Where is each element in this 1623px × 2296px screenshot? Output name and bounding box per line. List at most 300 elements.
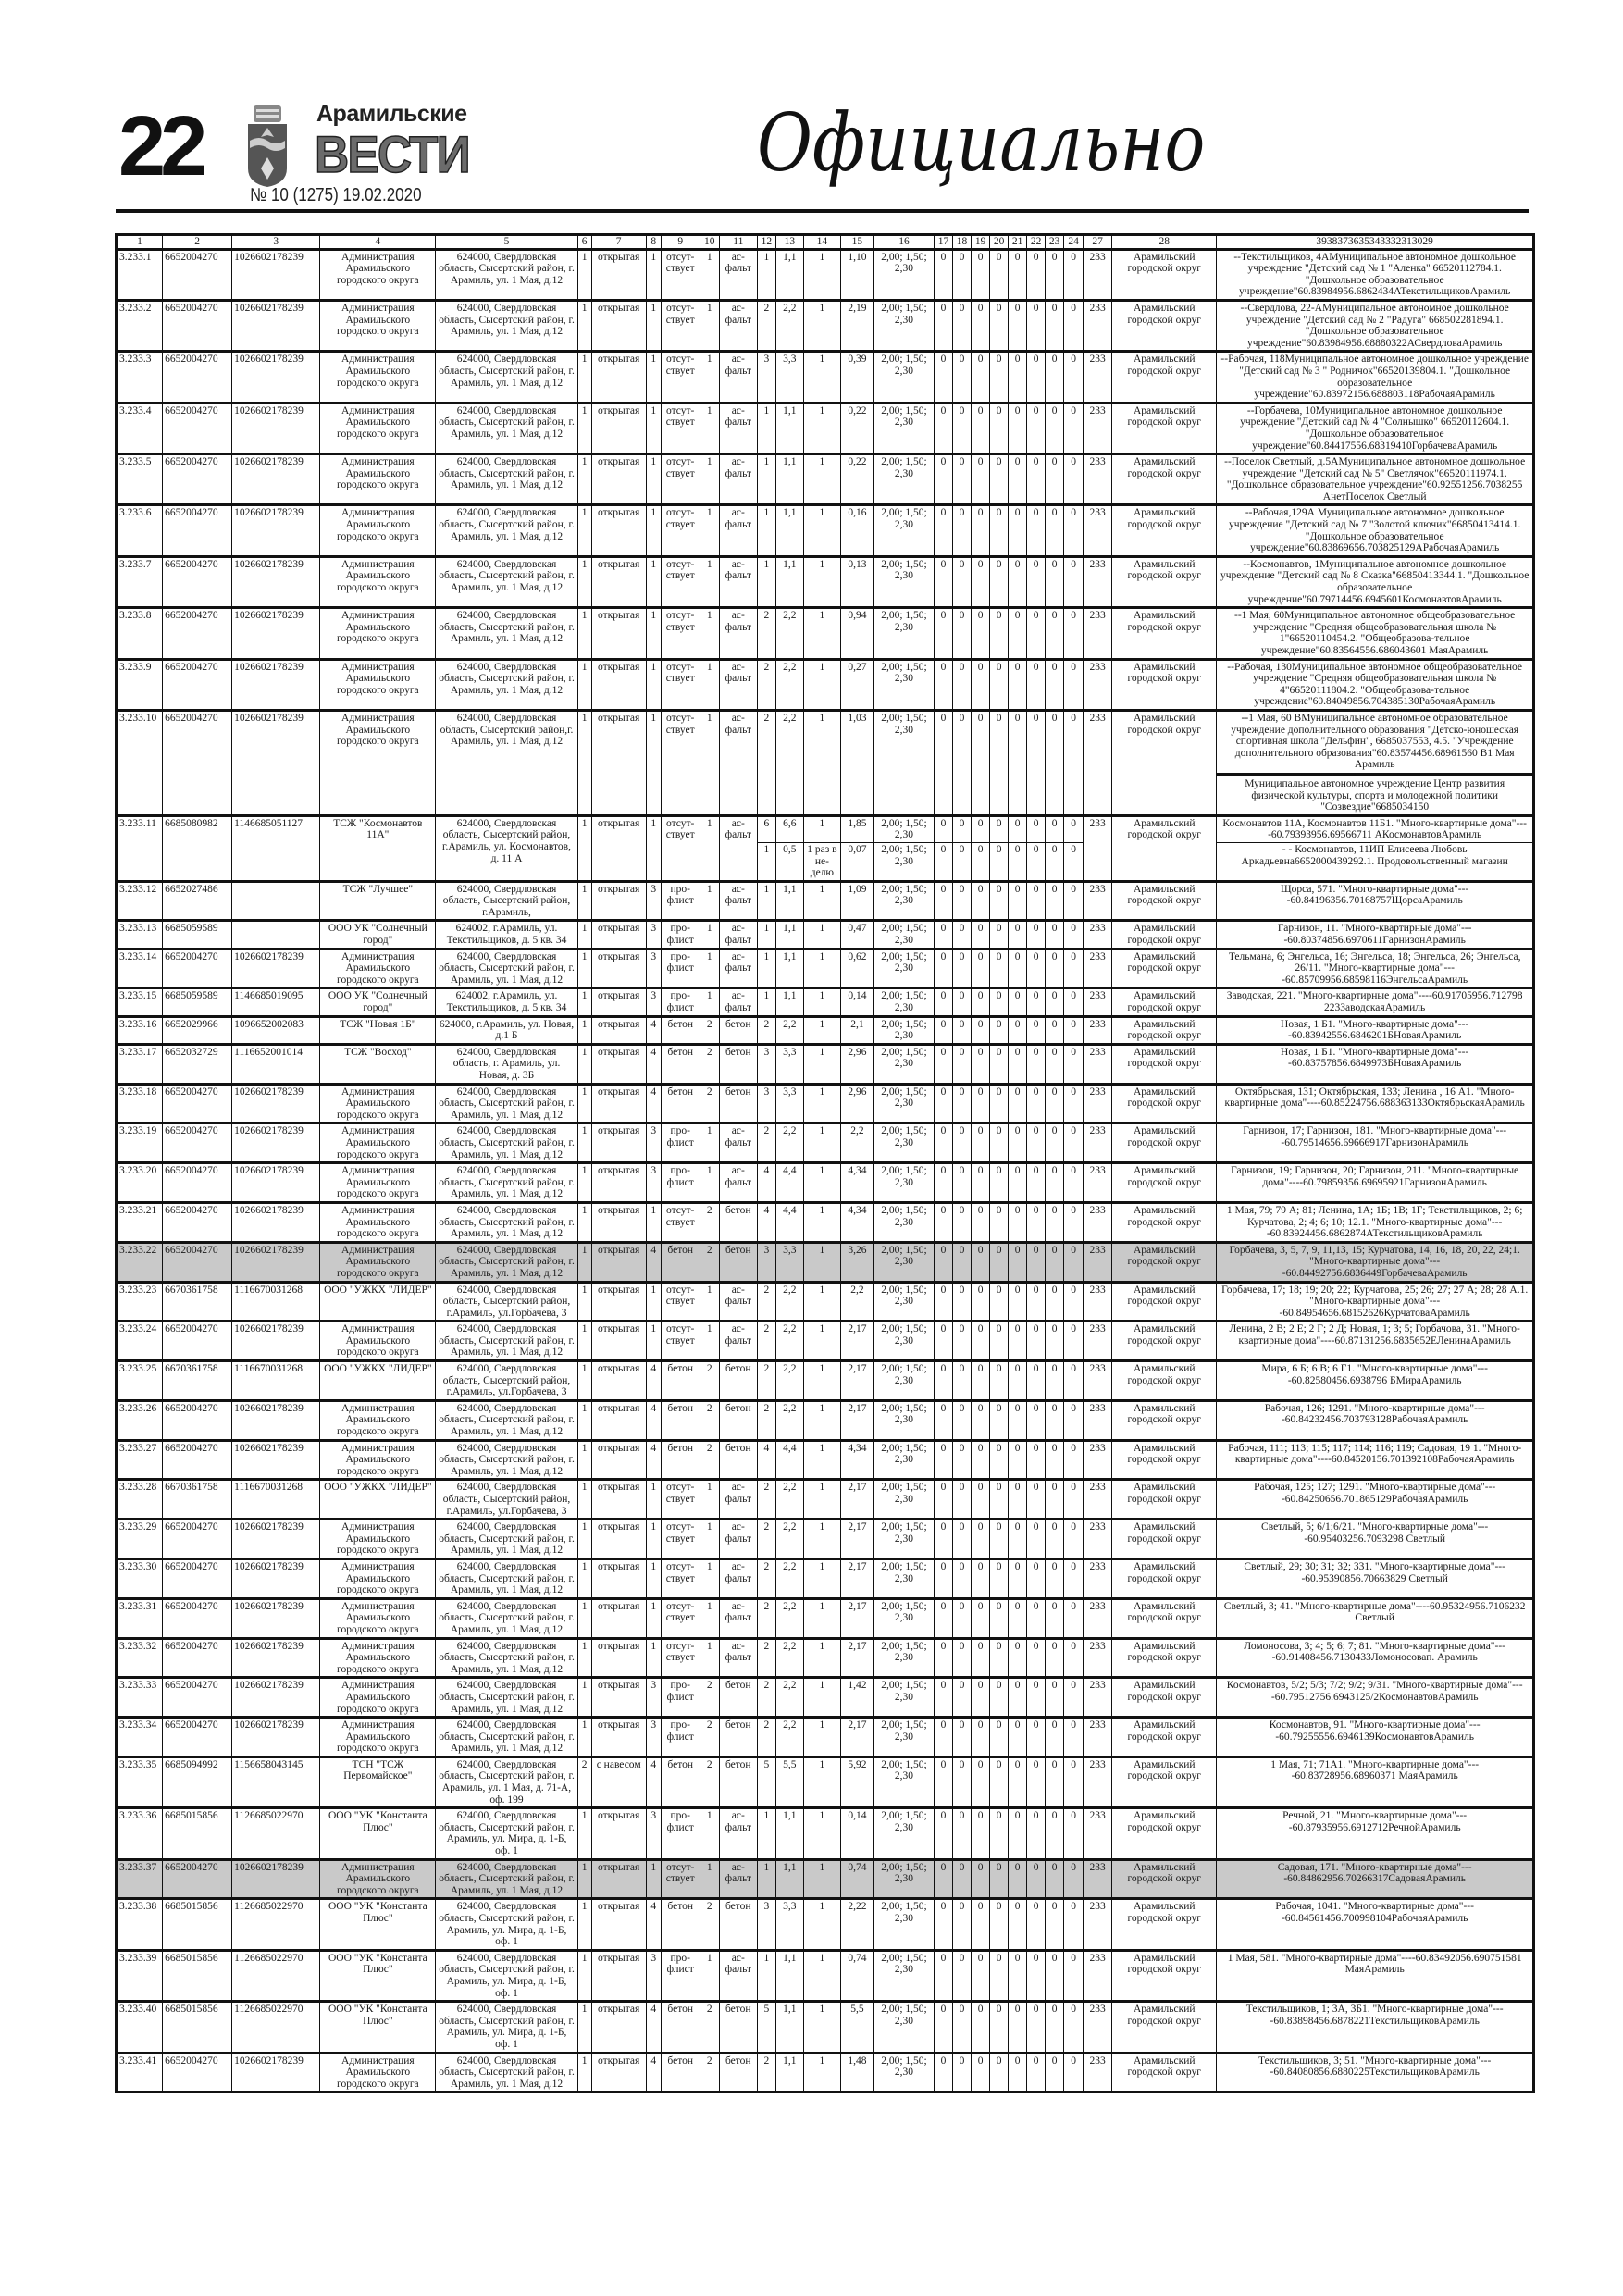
table-cell-col-6: 1 — [577, 1480, 591, 1520]
table-cell-col-13: 2,2 — [775, 1123, 803, 1163]
table-cell-col-7: открытая — [591, 988, 646, 1016]
table-cell-col-9: профлист — [661, 1808, 700, 1859]
table-cell-col-15: 1,85 — [840, 815, 873, 842]
table-row — [117, 1440, 1534, 1480]
table-cell-col-16: 2,00; 1,50; 2,30 — [873, 505, 934, 556]
table-cell-col-18: 0 — [953, 1480, 972, 1520]
table-cell-col-2: 6652032729 — [163, 1044, 232, 1084]
table-cell-col-16: 2,00; 1,50; 2,30 — [873, 988, 934, 1016]
description-text: Светлый, 3; 41. "Много-квартирные дома"----60.95324956.7106232 Светлый — [1223, 1600, 1526, 1624]
table-cell-col-20: 0 — [990, 454, 1009, 505]
table-cell-col-24: 0 — [1064, 1322, 1084, 1361]
table-cell-col-28: Арамильский городской округ — [1112, 949, 1217, 988]
table-cell-col-4: ООО УК "Солнечный город" — [320, 988, 436, 1016]
table-row — [117, 1123, 1534, 1163]
table-cell-col-23: 0 — [1046, 1899, 1064, 1950]
table-cell-col-6: 1 — [577, 1016, 591, 1044]
description-text: Щорса, 571. "Много-квартирные дома"----60.84196356.70168757ЩорсаАрамиль — [1281, 883, 1469, 907]
table-cell-col-18: 0 — [953, 1044, 972, 1084]
table-cell-col-6: 1 — [577, 921, 591, 949]
table-cell-col-24: 0 — [1064, 249, 1084, 300]
table-cell-col-1: 3.233.34 — [117, 1718, 163, 1757]
column-header: 4 — [320, 235, 436, 250]
table-cell-col-3: 1026602178239 — [232, 608, 320, 659]
table-cell-col-18: 0 — [953, 1859, 972, 1899]
table-cell-col-7: открытая — [591, 556, 646, 607]
table-row — [117, 1950, 1534, 2001]
column-header: 18 — [953, 235, 972, 250]
table-cell-col-5: 624000, Свердловская область, Сысертский район, г. Арамиль, ул. Мира, д. 1-Б, оф. 1 — [436, 2002, 577, 2053]
table-cell-col-8: 1 — [646, 249, 661, 300]
table-cell-col-3: 1026602178239 — [232, 556, 320, 607]
table-cell-col-23: 0 — [1046, 505, 1064, 556]
table-cell-col-6: 1 — [577, 2002, 591, 2053]
table-cell-col-21: 0 — [1009, 300, 1027, 351]
table-cell-col-8: 1 — [646, 1638, 661, 1678]
table-cell-col-27: 233 — [1084, 1044, 1112, 1084]
object-description — [1217, 1400, 1534, 1440]
table-cell-col-4: Администрация Арамильского городского округа — [320, 949, 436, 988]
table-cell-col-4: ТСЖ "Космонавтов 11А" — [320, 815, 436, 881]
table-cell-col-28: Арамильский городской округ — [1112, 1598, 1217, 1638]
table-cell-col-23: 0 — [1046, 1123, 1064, 1163]
table-cell-col-10: 2 — [700, 1044, 719, 1084]
table-cell-col-12: 2 — [757, 1361, 775, 1401]
table-cell-col-28: Арамильский городской округ — [1112, 1440, 1217, 1480]
table-cell-col-3: 1026602178239 — [232, 454, 320, 505]
table-cell-col-3: 1026602178239 — [232, 1202, 320, 1242]
table-row — [117, 949, 1534, 988]
table-cell-col-22: 0 — [1027, 1400, 1046, 1440]
table-cell-col-28: Арамильский городской округ — [1112, 710, 1217, 815]
table-cell-col-24: 0 — [1064, 1756, 1084, 1807]
table-cell-col-14: 1 — [803, 1598, 840, 1638]
table-cell-col-10: 1 — [700, 1859, 719, 1899]
table-cell-col-22: 0 — [1027, 1558, 1046, 1598]
table-cell-col-22: 0 — [1027, 1282, 1046, 1322]
table-cell-col-14: 1 — [803, 710, 840, 815]
table-cell-col-2: 6652004270 — [163, 556, 232, 607]
table-cell-col-5: 624000, Свердловская область, Сысертский район, г. Арамиль, ул. 1 Мая, д.12 — [436, 403, 577, 453]
column-header: 24 — [1064, 235, 1084, 250]
table-cell-col-4: Администрация Арамильского городского округа — [320, 2053, 436, 2092]
object-description — [1217, 842, 1534, 881]
table-cell-col-20: 0 — [990, 1480, 1009, 1520]
object-description — [1217, 1361, 1534, 1401]
table-cell-col-16: 2,00; 1,50; 2,30 — [873, 1520, 934, 1559]
table-cell-col-9: профлист — [661, 1718, 700, 1757]
object-description — [1217, 1440, 1534, 1480]
table-row — [117, 1899, 1534, 1950]
table-row — [117, 300, 1534, 351]
description-text: Мира, 6 Б; 6 В; 6 Г1. "Много-квартирные дома"----60.82580456.6938796 БМираАрамиль — [1261, 1363, 1488, 1386]
table-cell-col-3: 1156658043145 — [232, 1756, 320, 1807]
table-cell-col-19: 0 — [972, 1718, 990, 1757]
column-header: 20 — [990, 235, 1009, 250]
table-cell-col-10: 1 — [700, 1282, 719, 1322]
table-cell-col-1: 3.233.22 — [117, 1242, 163, 1282]
table-cell-col-23: 0 — [1046, 1859, 1064, 1899]
table-cell-col-27: 233 — [1084, 1859, 1112, 1899]
table-cell-col-4: Администрация Арамильского городского округа — [320, 1242, 436, 1282]
table-cell-col-1: 3.233.29 — [117, 1520, 163, 1559]
table-cell-col-27: 233 — [1084, 505, 1112, 556]
description-text: 1 Мая, 79; 79 А; 81; Ленина, 1А; 1Б; 1В; 1Г; Текстильщиков, 2; 6; Курчатова, 2; 4; 6; 10; 12.1. "Много-квартирные дома"----60.83924456.6862874АТекстильщиковАрамиль — [1226, 1204, 1523, 1240]
object-description — [1217, 1718, 1534, 1757]
table-cell-col-19: 0 — [972, 1808, 990, 1859]
table-cell-col-5: 624000, Свердловская область, Сысертский район, г. Арамиль, ул. 1 Мая, д.12 — [436, 1638, 577, 1678]
table-cell-col-7: открытая — [591, 1163, 646, 1203]
table-cell-col-20: 0 — [990, 1899, 1009, 1950]
table-cell-col-24: 0 — [1064, 1480, 1084, 1520]
column-header: 17 — [935, 235, 953, 250]
table-cell-col-24: 0 — [1064, 454, 1084, 505]
table-cell-col-13: 2,2 — [775, 1480, 803, 1520]
table-cell-col-16: 2,00; 1,50; 2,30 — [873, 403, 934, 453]
table-cell-col-19: 0 — [972, 1520, 990, 1559]
table-cell-col-13: 1,1 — [775, 2002, 803, 2053]
table-row — [117, 1322, 1534, 1361]
table-cell-col-21: 0 — [1009, 659, 1027, 710]
table-cell-col-24: 0 — [1064, 1016, 1084, 1044]
table-cell-col-28: Арамильский городской округ — [1112, 1756, 1217, 1807]
table-cell-col-24: 0 — [1064, 949, 1084, 988]
table-cell-col-7: открытая — [591, 1808, 646, 1859]
table-cell-col-22: 0 — [1027, 1678, 1046, 1718]
table-cell-col-2: 6670361758 — [163, 1361, 232, 1401]
table-cell-col-1: 3.233.4 — [117, 403, 163, 453]
table-cell-col-11: асфальт — [719, 949, 757, 988]
table-cell-col-8: 4 — [646, 1084, 661, 1123]
table-cell-col-10: 2 — [700, 1202, 719, 1242]
table-cell-col-17: 0 — [935, 1242, 953, 1282]
table-cell-col-9: бетон — [661, 1400, 700, 1440]
table-cell-col-19: 0 — [972, 1084, 990, 1123]
table-cell-col-10: 1 — [700, 608, 719, 659]
table-cell-col-19: 0 — [972, 1322, 990, 1361]
table-cell-col-16: 2,00; 1,50; 2,30 — [873, 556, 934, 607]
table-cell-col-24: 0 — [1064, 2002, 1084, 2053]
table-cell-col-15: 0,62 — [840, 949, 873, 988]
table-cell-col-2: 6652004270 — [163, 1598, 232, 1638]
table-cell-col-12: 3 — [757, 1242, 775, 1282]
table-cell-col-7: открытая — [591, 403, 646, 453]
table-cell-col-16: 2,00; 1,50; 2,30 — [873, 1718, 934, 1757]
table-cell-col-15: 4,34 — [840, 1440, 873, 1480]
table-cell-col-11: бетон — [719, 1202, 757, 1242]
table-cell-col-24: 0 — [1064, 815, 1084, 842]
table-cell-col-23: 0 — [1046, 1044, 1064, 1084]
table-cell-col-21: 0 — [1009, 1084, 1027, 1123]
object-description — [1217, 352, 1534, 403]
table-cell-col-7: открытая — [591, 1520, 646, 1559]
table-cell-col-6: 1 — [577, 1558, 591, 1598]
table-cell-col-16: 2,00; 1,50; 2,30 — [873, 2053, 934, 2092]
issue-info: № 10 (1275) 19.02.2020 — [250, 185, 422, 205]
table-cell-col-5: 624000, Свердловская область, г. Арамиль, ул. Новая, д. 3Б — [436, 1044, 577, 1084]
description-text: Речной, 21. "Много-квартирные дома"----60.87935956.6912712РечнойАрамиль — [1282, 1810, 1468, 1833]
table-cell-col-5: 624000, Свердловская область, Сысертский район, г. Арамиль, ул. 1 Мая, д.12 — [436, 1678, 577, 1718]
table-cell-col-11: бетон — [719, 2053, 757, 2092]
table-cell-col-10: 2 — [700, 1084, 719, 1123]
table-cell-col-28: Арамильский городской округ — [1112, 1016, 1217, 1044]
table-cell-col-28: Арамильский городской округ — [1112, 1638, 1217, 1678]
table-cell-col-4: Администрация Арамильского городского округа — [320, 710, 436, 815]
description-text: Тельмана, 6; Энгельса, 16; Энгельса, 18; Энгельса, 26; Энгельса, 26/11. "Много-квартирные дома"----60.85709956.68598116ЭнгельсаАрамиль — [1228, 950, 1521, 986]
table-cell-col-21: 0 — [1009, 249, 1027, 300]
table-cell-col-22: 0 — [1027, 1163, 1046, 1203]
table-cell-col-3: 1026602178239 — [232, 1440, 320, 1480]
table-cell-col-16: 2,00; 1,50; 2,30 — [873, 249, 934, 300]
table-cell-col-17: 0 — [935, 1808, 953, 1859]
table-cell-col-8: 4 — [646, 2002, 661, 2053]
table-cell-col-6: 1 — [577, 1718, 591, 1757]
table-cell-col-14: 1 — [803, 352, 840, 403]
column-header: 13 — [775, 235, 803, 250]
table-cell-col-3: 1146685019095 — [232, 988, 320, 1016]
description-text: Заводская, 221. "Много-квартирные дома"----60.91705956.712798 223ЗаводскаяАрамиль — [1226, 990, 1523, 1014]
table-cell-col-8: 1 — [646, 608, 661, 659]
object-description — [1217, 1242, 1534, 1282]
table-cell-col-21: 0 — [1009, 988, 1027, 1016]
object-description — [1217, 249, 1534, 300]
column-header: 1 — [117, 235, 163, 250]
table-cell-col-15: 0,27 — [840, 659, 873, 710]
table-cell-col-8: 4 — [646, 1242, 661, 1282]
table-cell-col-1: 3.233.5 — [117, 454, 163, 505]
table-cell-col-23: 0 — [1046, 1242, 1064, 1282]
table-cell-col-17: 0 — [935, 2002, 953, 2053]
table-cell-col-10: 1 — [700, 505, 719, 556]
description-text: Ломоносова, 3; 4; 5; 6; 7; 81. "Много-квартирные дома"----60.91408456.7130433Ломоносовап. Арамиль — [1244, 1640, 1505, 1664]
table-cell-col-12: 5 — [757, 1756, 775, 1807]
table-cell-col-2: 6652004270 — [163, 1678, 232, 1718]
table-cell-col-19: 0 — [972, 1202, 990, 1242]
table-cell-col-2: 6652004270 — [163, 949, 232, 988]
table-cell-col-28: Арамильский городской округ — [1112, 1163, 1217, 1203]
table-cell-col-18: 0 — [953, 1361, 972, 1401]
table-cell-col-2: 6652004270 — [163, 249, 232, 300]
table-cell-col-1: 3.233.37 — [117, 1859, 163, 1899]
table-cell-col-6: 1 — [577, 1202, 591, 1242]
table-cell-col-19: 0 — [972, 556, 990, 607]
object-description — [1217, 1558, 1534, 1598]
object-description — [1217, 1282, 1534, 1322]
table-cell-col-22: 0 — [1027, 1322, 1046, 1361]
table-cell-col-7: открытая — [591, 949, 646, 988]
table-cell-col-15: 1,42 — [840, 1678, 873, 1718]
table-cell-col-21: 0 — [1009, 1016, 1027, 1044]
table-cell-col-1: 3.233.15 — [117, 988, 163, 1016]
object-description — [1217, 556, 1534, 607]
table-cell-col-5: 624000, Свердловская область, Сысертский район, г. Арамиль, ул. 1 Мая, д. 71-А, оф. 199 — [436, 1756, 577, 1807]
table-cell-col-4: ООО "УК "Константа Плюс" — [320, 1899, 436, 1950]
table-cell-col-12: 3 — [757, 352, 775, 403]
table-cell-col-21: 0 — [1009, 556, 1027, 607]
table-cell-col-24: 0 — [1064, 1859, 1084, 1899]
table-cell-col-19: 0 — [972, 1163, 990, 1203]
table-cell-col-3 — [232, 881, 320, 921]
table-cell-col-23: 0 — [1046, 608, 1064, 659]
table-cell-col-3: 1116652001014 — [232, 1044, 320, 1084]
table-cell-col-16: 2,00; 1,50; 2,30 — [873, 710, 934, 815]
table-cell-col-10: 1 — [700, 1598, 719, 1638]
table-row — [117, 1808, 1534, 1859]
table-cell-col-12: 2 — [757, 1123, 775, 1163]
table-cell-col-27: 233 — [1084, 608, 1112, 659]
table-cell-col-13: 3,3 — [775, 1242, 803, 1282]
table-cell-col-8: 3 — [646, 881, 661, 921]
table-row — [117, 1598, 1534, 1638]
table-cell-col-27: 233 — [1084, 710, 1112, 815]
table-cell-col-12: 2 — [757, 1718, 775, 1757]
table-cell-col-16: 2,00; 1,50; 2,30 — [873, 921, 934, 949]
table-cell-col-27: 233 — [1084, 1756, 1112, 1807]
table-cell-col-1: 3.233.33 — [117, 1678, 163, 1718]
table-cell-col-5: 624000, Свердловская область, Сысертский район,г. Арамиль, ул. 1 Мая, д.12 — [436, 710, 577, 815]
table-cell-col-15: 2,19 — [840, 300, 873, 351]
table-cell-col-28: Арамильский городской округ — [1112, 1123, 1217, 1163]
table-cell-col-27: 233 — [1084, 300, 1112, 351]
table-cell-col-19: 0 — [972, 300, 990, 351]
table-cell-col-22: 0 — [1027, 1084, 1046, 1123]
table-cell-col-23: 0 — [1046, 988, 1064, 1016]
object-description — [1217, 1756, 1534, 1807]
table-cell-col-14: 1 — [803, 608, 840, 659]
table-cell-col-6: 1 — [577, 1440, 591, 1480]
table-cell-col-15: 5,5 — [840, 2002, 873, 2053]
table-cell-col-27: 233 — [1084, 1808, 1112, 1859]
table-row — [117, 1480, 1534, 1520]
table-cell-col-21: 0 — [1009, 1440, 1027, 1480]
table-cell-col-27: 233 — [1084, 1520, 1112, 1559]
table-cell-col-18: 0 — [953, 1322, 972, 1361]
table-cell-col-16: 2,00; 1,50; 2,30 — [873, 1202, 934, 1242]
table-cell-col-1: 3.233.13 — [117, 921, 163, 949]
table-cell-col-18: 0 — [953, 815, 972, 842]
table-cell-col-24: 0 — [1064, 1084, 1084, 1123]
table-cell-col-23: 0 — [1046, 249, 1064, 300]
table-cell-col-15: 0,74 — [840, 1950, 873, 2001]
table-cell-col-5: 624002, г.Арамиль, ул. Текстильщиков, д. 5 кв. 34 — [436, 988, 577, 1016]
table-cell-col-23: 0 — [1046, 1678, 1064, 1718]
table-cell-col-19: 0 — [972, 1899, 990, 1950]
table-cell-col-7: открытая — [591, 1950, 646, 2001]
table-cell-col-22: 0 — [1027, 1044, 1046, 1084]
table-cell-col-3: 1126685022970 — [232, 1950, 320, 2001]
table-cell-col-11: асфальт — [719, 1808, 757, 1859]
table-cell-col-15: 4,34 — [840, 1163, 873, 1203]
table-row — [117, 1718, 1534, 1757]
table-cell-col-2: 6652004270 — [163, 300, 232, 351]
table-cell-col-13: 1,1 — [775, 1808, 803, 1859]
table-cell-col-9: профлист — [661, 988, 700, 1016]
table-cell-col-24: 0 — [1064, 505, 1084, 556]
table-cell-col-9: бетон — [661, 1016, 700, 1044]
table-cell-col-19: 0 — [972, 1123, 990, 1163]
table-cell-col-4: ООО УК "Солнечный город" — [320, 921, 436, 949]
column-header: 3 — [232, 235, 320, 250]
description-text: --Свердлова, 22-АМуниципальное автономное дошкольное учреждение "Детский сад № 2 "Радуга" 668502281894.1. "Дошкольное образовательное учреждение"60.83984956.68880322АСвердловаАрамиль — [1240, 302, 1509, 349]
table-cell-col-20: 0 — [990, 352, 1009, 403]
table-row — [117, 505, 1534, 556]
table-cell-col-22: 0 — [1027, 556, 1046, 607]
table-cell-col-21: 0 — [1009, 1520, 1027, 1559]
table-cell-col-9: отсутствует — [661, 403, 700, 453]
table-cell-col-5: 624000, Свердловская область, Сысертский район, г. Арамиль, ул. 1 Мая, д.12 — [436, 454, 577, 505]
table-cell-col-27: 233 — [1084, 1084, 1112, 1123]
table-cell-col-12: 1 — [757, 454, 775, 505]
table-cell-col-9: бетон — [661, 1899, 700, 1950]
table-cell-col-10: 2 — [700, 1400, 719, 1440]
table-cell-col-5: 624000, Свердловская область, Сысертский район, г. Арамиль, ул. 1 Мая, д.12 — [436, 1558, 577, 1598]
table-cell-col-18: 0 — [953, 2053, 972, 2092]
table-cell-col-3: 1026602178239 — [232, 1558, 320, 1598]
table-cell-col-23: 0 — [1046, 300, 1064, 351]
table-cell-col-16: 2,00; 1,50; 2,30 — [873, 1638, 934, 1678]
table-cell-col-21: 0 — [1009, 1899, 1027, 1950]
column-header: 27 — [1084, 235, 1112, 250]
table-cell-col-17: 0 — [935, 710, 953, 815]
table-cell-col-22: 0 — [1027, 1520, 1046, 1559]
table-cell-col-1: 3.233.20 — [117, 1163, 163, 1203]
table-cell-col-7: с навесом — [591, 1756, 646, 1807]
table-cell-col-15: 0,14 — [840, 988, 873, 1016]
description-text: --1 Мая, 60 ВМуниципальное автономное образовательное учреждение дополнительного образования "Детско-юношеская спортивная школа "Дельфин", 6685037553, 4.5. "Учреждение дополнительного образования"60.83574456.68961560 В1 Мая Арамиль — [1231, 712, 1519, 771]
table-cell-col-10: 1 — [700, 454, 719, 505]
table-cell-col-13: 2,2 — [775, 1282, 803, 1322]
table-cell-col-17: 0 — [935, 403, 953, 453]
table-cell-col-15: 0,07 — [840, 842, 873, 881]
table-cell-col-4: ООО "УК "Константа Плюс" — [320, 1808, 436, 1859]
table-cell-col-21: 0 — [1009, 1202, 1027, 1242]
table-cell-col-5: 624000, Свердловская область, Сысертский район, г. Арамиль, ул. Мира, д. 1-Б, оф. 1 — [436, 1950, 577, 2001]
table-cell-col-23: 0 — [1046, 659, 1064, 710]
table-row — [117, 921, 1534, 949]
description-text: Гарнизон, 17; Гарнизон, 181. "Много-квартирные дома"----60.79514656.69666917ГарнизонАрамиль — [1243, 1125, 1507, 1148]
table-cell-col-10: 2 — [700, 1756, 719, 1807]
table-cell-col-11: асфальт — [719, 1950, 757, 2001]
table-cell-col-3: 1126685022970 — [232, 1808, 320, 1859]
table-cell-col-13: 1,1 — [775, 949, 803, 988]
table-cell-col-16: 2,00; 1,50; 2,30 — [873, 1123, 934, 1163]
column-header: 28 — [1112, 235, 1217, 250]
table-cell-col-7: открытая — [591, 1638, 646, 1678]
table-cell-col-14: 1 — [803, 1558, 840, 1598]
table-cell-col-4: Администрация Арамильского городского округа — [320, 1678, 436, 1718]
table-cell-col-23: 0 — [1046, 1016, 1064, 1044]
table-cell-col-4: Администрация Арамильского городского округа — [320, 454, 436, 505]
table-cell-col-1: 3.233.35 — [117, 1756, 163, 1807]
table-cell-col-20: 0 — [990, 1084, 1009, 1123]
table-cell-col-17: 0 — [935, 1282, 953, 1322]
table-cell-col-28: Арамильский городской округ — [1112, 988, 1217, 1016]
table-cell-col-8: 1 — [646, 352, 661, 403]
table-cell-col-10: 2 — [700, 1016, 719, 1044]
table-cell-col-4: Администрация Арамильского городского округа — [320, 249, 436, 300]
table-cell-col-12: 2 — [757, 1282, 775, 1322]
table-cell-col-18: 0 — [953, 1899, 972, 1950]
table-cell-col-27: 233 — [1084, 1163, 1112, 1203]
table-cell-col-16: 2,00; 1,50; 2,30 — [873, 1242, 934, 1282]
description-text: Гарнизон, 11. "Много-квартирные дома"----60.80374856.6970611ГарнизонАрамиль — [1277, 923, 1472, 947]
table-cell-col-1: 3.233.19 — [117, 1123, 163, 1163]
table-cell-col-12: 3 — [757, 1084, 775, 1123]
table-cell-col-7: открытая — [591, 505, 646, 556]
table-cell-col-9: отсутствует — [661, 249, 700, 300]
table-cell-col-11: асфальт — [719, 556, 757, 607]
table-cell-col-21: 0 — [1009, 921, 1027, 949]
